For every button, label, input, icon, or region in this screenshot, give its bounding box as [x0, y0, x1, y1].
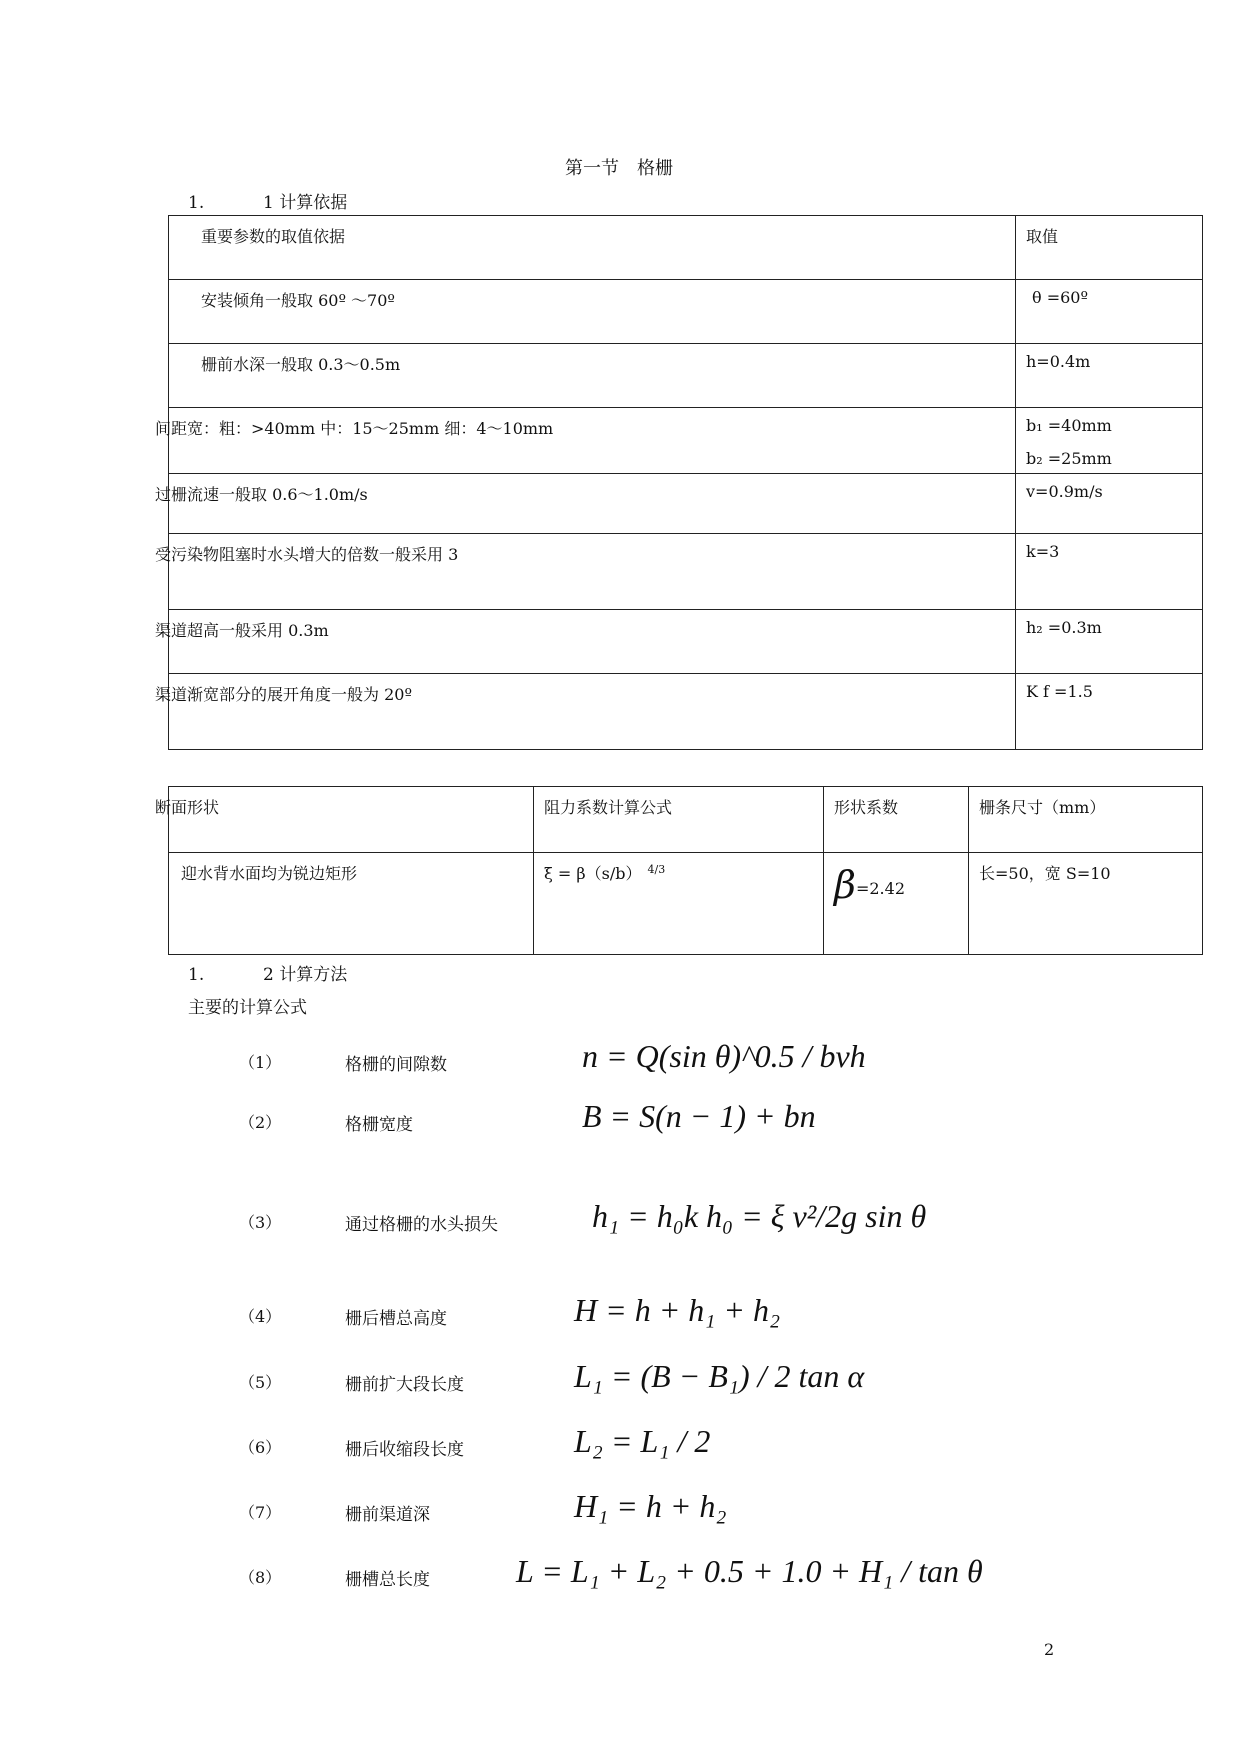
shape-header-shape: [155, 787, 534, 853]
shape-formula-exponent: 4/3: [647, 862, 666, 876]
subsection-text: 2 计算方法: [263, 965, 348, 985]
param-desc-text: 渠道渐宽部分的展开角度一般为 20º: [155, 685, 412, 704]
param-desc-text: 过栅流速一般取 0.6～1.0m/s: [155, 485, 368, 504]
shape-name: 迎水背水面均为锐边矩形: [169, 853, 534, 955]
subsection-number: 1.: [188, 193, 205, 213]
param-desc: [155, 534, 1016, 610]
table-row: [169, 674, 1203, 750]
section-title: 第一节 格栅: [565, 158, 673, 179]
table-row: [169, 610, 1203, 674]
formula-intro: 主要的计算公式: [188, 998, 307, 1018]
table-row: [169, 474, 1203, 534]
params-table: [155, 215, 1203, 750]
param-desc-text: 间距宽：粗：>40mm 中：15～25mm 细：4～10mm: [155, 419, 554, 438]
param-value-line1: b₁ =40mm: [1026, 416, 1112, 435]
param-value: h₂ =0.3m: [1016, 610, 1203, 674]
beta-symbol: β: [834, 863, 856, 907]
subsection-heading-basis: [188, 188, 347, 213]
param-desc: [155, 610, 1016, 674]
param-value: [1016, 408, 1203, 474]
formula-label: 栅槽总长度: [345, 1570, 430, 1590]
shape-header-shape-text: 断面形状: [155, 798, 220, 817]
shape-formula-text: ξ = β（s/b）: [544, 864, 642, 883]
formula-row: [0, 1098, 1241, 1158]
shape-coefficient: [824, 853, 969, 955]
formula-expression: h₁ = h₀k h₀ = ξ v²/2g sin θ: [592, 1198, 927, 1234]
formula-row: [0, 1553, 1241, 1613]
table-row: [169, 853, 1203, 955]
formula-expression: B = S(n − 1) + bn: [582, 1098, 816, 1134]
table-row: [169, 344, 1203, 408]
param-desc: [155, 408, 1016, 474]
shape-header-size: 栅条尺寸（mm）: [969, 787, 1203, 853]
formula-index: （7）: [239, 1503, 282, 1522]
param-value: θ =60º: [1016, 280, 1203, 344]
formula-row: [0, 1358, 1241, 1418]
params-header-val: 取值: [1016, 216, 1203, 280]
formula-index: （5）: [239, 1373, 282, 1392]
formula-row: [0, 1198, 1241, 1258]
param-value: h=0.4m: [1016, 344, 1203, 408]
subsection-text: 1 计算依据: [263, 193, 348, 213]
params-header-desc: 重要参数的取值依据: [169, 216, 1016, 280]
formula-label: 栅后槽总高度: [345, 1309, 447, 1329]
param-value: K f =1.5: [1016, 674, 1203, 750]
shape-header-coef: 形状系数: [824, 787, 969, 853]
formula-row: [0, 1038, 1241, 1098]
formula-expression: L₂ = L₁ / 2: [574, 1423, 711, 1459]
table-row: [169, 534, 1203, 610]
params-header-row: [169, 216, 1203, 280]
shape-formula: [534, 853, 824, 955]
formula-expression: L₁ = (B − B₁) / 2 tan α: [574, 1358, 865, 1394]
param-desc: 栅前水深一般取 0.3～0.5m: [169, 344, 1016, 408]
param-desc: [155, 674, 1016, 750]
formula-index: （6）: [239, 1438, 282, 1457]
shape-table: [155, 786, 1203, 955]
subsection-number: 1.: [188, 965, 205, 985]
formula-row: [0, 1488, 1241, 1548]
formula-expression: H = h + h₁ + h₂: [574, 1292, 781, 1328]
formula-index: （2）: [239, 1113, 282, 1132]
formula-label: 格栅宽度: [345, 1115, 413, 1135]
param-value: v=0.9m/s: [1016, 474, 1203, 534]
beta-value: =2.42: [855, 879, 905, 898]
param-desc-text: 受污染物阻塞时水头增大的倍数一般采用 3: [155, 545, 459, 564]
shape-header-row: [169, 787, 1203, 853]
subsection-heading-method: [188, 960, 347, 985]
formula-label: 栅前扩大段长度: [345, 1375, 464, 1395]
table-row: [169, 280, 1203, 344]
param-desc-text: 渠道超高一般采用 0.3m: [155, 621, 329, 640]
formula-label: 栅后收缩段长度: [345, 1440, 464, 1460]
page-number: 2: [1044, 1640, 1055, 1659]
formula-label: 栅前渠道深: [345, 1505, 430, 1525]
formula-label: 格栅的间隙数: [345, 1055, 447, 1075]
bar-size: 长=50，宽 S=10: [969, 853, 1203, 955]
param-value: k=3: [1016, 534, 1203, 610]
formula-row: [0, 1423, 1241, 1483]
table-row: [169, 408, 1203, 474]
formula-index: （8）: [239, 1568, 282, 1587]
formula-label: 通过格栅的水头损失: [345, 1215, 498, 1235]
shape-header-formula: 阻力系数计算公式: [534, 787, 824, 853]
param-desc: 安装倾角一般取 60º ～70º: [169, 280, 1016, 344]
formula-row: [0, 1292, 1241, 1352]
formula-index: （4）: [239, 1307, 282, 1326]
param-value-line2: b₂ =25mm: [1026, 449, 1112, 468]
formula-index: （1）: [239, 1053, 282, 1072]
formula-expression: H₁ = h + h₂: [574, 1488, 727, 1524]
param-desc: [155, 474, 1016, 534]
formula-expression: L = L₁ + L₂ + 0.5 + 1.0 + H₁ / tan θ: [516, 1553, 983, 1589]
formula-expression: n = Q(sin θ)^0.5 / bvh: [582, 1038, 866, 1074]
formula-index: （3）: [239, 1213, 282, 1232]
